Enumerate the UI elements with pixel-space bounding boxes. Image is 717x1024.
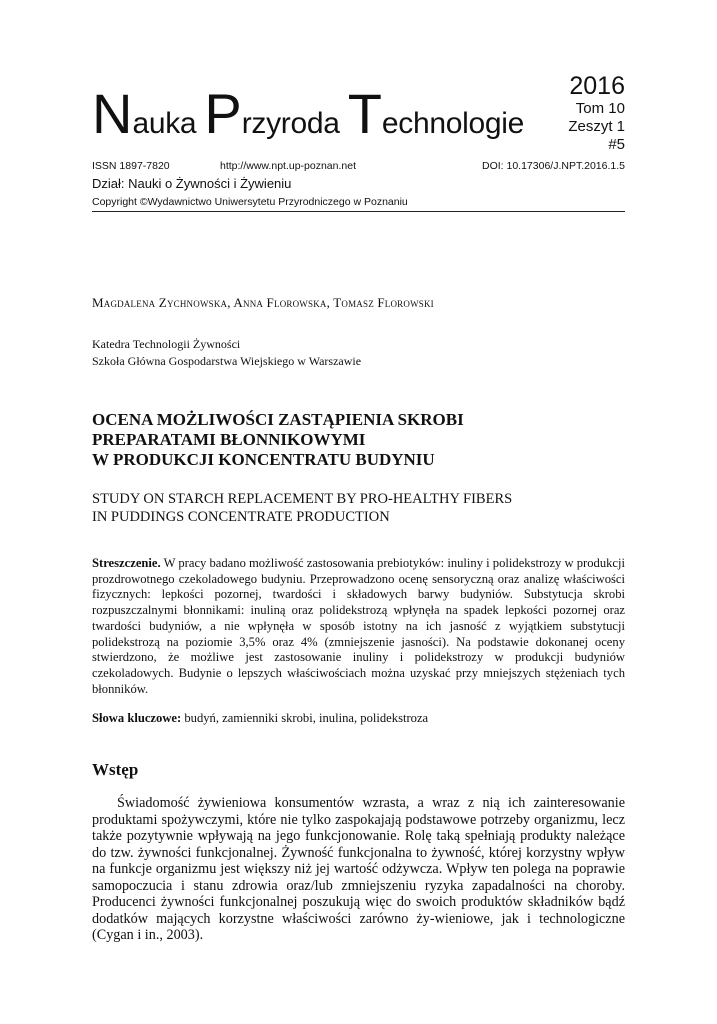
abstract [92,556,625,697]
affiliation-department: Katedra Technologii Żywności [92,337,241,351]
keywords-text: budyń, zamienniki skrobi, inulina, polidekstroza [181,711,429,725]
section-heading-intro: Wstęp [92,760,139,779]
affiliation [92,336,361,370]
title-pl-line-2: PREPARATAMI BŁONNIKOWYMI [92,430,366,449]
journal-url-link[interactable]: http://www.npt.up-poznan.net [220,160,357,172]
title-en-line-2: IN PUDDINGS CONCENTRATE PRODUCTION [92,509,390,525]
doi: DOI: 10.17306/J.NPT.2016.1.5 [481,160,625,172]
journal-meta-row [92,160,625,174]
issue-volume: Tom 10 [575,100,625,117]
header-divider [92,211,625,212]
abstract-label: Streszczenie. [92,556,161,570]
title-en-line-1: STUDY ON STARCH REPLACEMENT BY PRO-HEALTHY FIBERS [92,491,513,507]
journal-title-word-przyroda: rzyroda [241,107,348,140]
journal-title-initial-p: P [204,82,242,145]
title-pl-line-3: W PRODUKCJI KONCENTRATU BUDYNIU [92,450,435,469]
article-number: #5 [608,136,625,153]
journal-title-initial-t: T [347,82,382,145]
copyright-notice: Copyright ©Wydawnictwo Uniwersytetu Przyrodniczego w Poznaniu [92,196,408,208]
keywords [92,710,625,726]
journal-title-word-technologie: echnologie [381,107,525,140]
journal-title-initial-n: N [92,82,133,145]
affiliation-university: Szkoła Główna Gospodarstwa Wiejskiego w Warszawie [92,354,362,368]
title-pl-line-1: OCENA MOŻLIWOŚCI ZASTĄPIENIA SKROBI [92,410,464,429]
journal-title [92,82,525,145]
article-title-english [92,490,625,526]
issn: ISSN 1897-7820 [92,160,170,172]
keywords-label: Słowa kluczowe: [92,711,182,725]
issue-info [568,72,625,154]
issue-number: Zeszyt 1 [568,118,625,135]
journal-title-word-nauka: auka [132,107,205,140]
issue-year: 2016 [569,72,625,100]
article-title-polish [92,410,625,470]
journal-section: Dział: Nauki o Żywności i Żywieniu [92,176,292,191]
intro-paragraph: Świadomość żywieniowa konsumentów wzrasta, a wraz z nią ich zainteresowanie produktami spożywczymi, które nie tylko zaspokajają podstawowe potrzeby organizmu, lecz także pozytywnie wpływają na jego funkcjonowanie. Rolę taką spełniają produkty należące do tzw. żywności funkcjonalnej. Żywność funkcjonalna to żywność, której korzystny wpływ na funkcje organizmu jest większy niż jej wartość odżywcza. Wpływ ten polega na poprawie samopoczucia i stanu zdrowia oraz/lub zmniejszeniu ryzyka zapadalności na choroby. Producenci żywności funkcjonalnej poszukują więc do swoich produktów składników bądź dodatków mających korzystne właściwości zarówno ży-wieniowe, jak i technologiczne (Cygan i in., 2003). [92,795,625,943]
abstract-text: W pracy badano możliwość zastosowania prebiotyków: inuliny i polidekstrozy w produkcji prozdrowotnego czekoladowego budyniu. Przeprowadzono ocenę sensoryczną oraz analizę właściwości fizycznych: lepkości pozornej, twardości i składowych barwy budyniów. Substytucja skrobi rozpuszczalnymi błonnikami: inuliną oraz polidekstrozą wpłynęła na spadek lepkości pozornej oraz twardości budyniów, a nie wpłynęła w sposób istotny na ich jasność z wyjątkiem substytucji polidekstrozą na poziomie 3,5% oraz 4% (zmniejszenie jasności). Na podstawie dokonanej oceny stwierdzono, że możliwe jest zastosowanie inuliny i polidekstrozy w produkcji budyniów czekoladowych. Budynie o lepszych właściwościach można uzyskać przy mniejszych stężeniach tych błonników. [92,556,626,696]
article-authors: Magdalena Zychnowska, Anna Florowska, Tomasz Florowski [92,295,434,310]
